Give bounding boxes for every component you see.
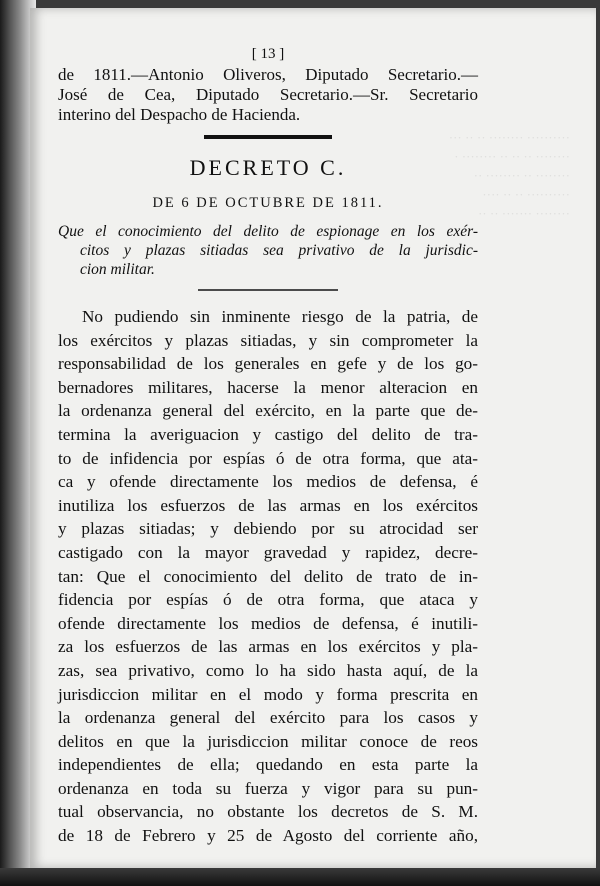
body-line: los exércitos y plazas sitiadas, y sin comprometer la: [58, 330, 478, 350]
body-line: za los esfuerzos de las armas en los exércitos y pla-: [58, 637, 478, 657]
body-line: independientes de ella; quedando en esta parte la: [58, 755, 478, 775]
body-line: fidencia por espías ó de otra forma, que ataca y: [58, 590, 478, 610]
decree-title: DECRETO C.: [189, 155, 347, 180]
show-through-text: ·········· ········ ·· ·· ··· ········ ·· ·· ·· ········ · ········ ·· ········ ·· ·········· ·· ·· ···· ········ ······· ·· ··: [448, 130, 570, 221]
body-line: responsabilidad de los generales en gefe y de los go-: [58, 354, 478, 374]
decree-summary: [58, 222, 478, 279]
body-line: jurisdiccion militar en el modo y forma prescrita en: [58, 684, 478, 704]
summary-divider: [198, 289, 338, 291]
summary-line: Que el conocimiento del delito de espionage en los exér-: [58, 223, 478, 240]
body-line: tan: Que el conocimiento del delito de trato de in-: [58, 566, 478, 586]
body-line: to de infidencia por espías ó de otra forma, que ata-: [58, 448, 478, 468]
summary-line: citos y plazas sitiadas sea privativo de la jurisdic-: [80, 242, 478, 259]
body-line: termina la averiguacion y castigo del delito de tra-: [58, 424, 478, 444]
text-line: de 1811.—Antonio Oliveros, Diputado Secretario.—: [58, 65, 478, 84]
body-line: ca y ofende directamente los medios de defensa, é: [58, 472, 478, 492]
text-line: José de Cea, Diputado Secretario.—Sr. Secretario: [58, 85, 478, 104]
previous-decree-signatures: [58, 65, 478, 125]
body-line: No pudiendo sin inminente riesgo de la patria, de: [82, 307, 478, 326]
body-line: ofende directamente los medios de defensa, é inutili-: [58, 613, 478, 633]
body-line: tual observancia, no obstante los decretos de S. M.: [58, 802, 478, 822]
section-divider: [204, 135, 332, 139]
body-line: delitos en que la jurisdiccion militar conoce de reos: [58, 731, 478, 751]
body-line: ordenanza en toda su fuerza y vigor para su pun-: [58, 778, 478, 798]
body-line: bernadores militares, hacerse la menor alteracion en: [58, 377, 478, 397]
scan-bottom-edge: [0, 868, 600, 886]
body-line: de 18 de Febrero y 25 de Agosto del corriente año,: [58, 826, 478, 846]
summary-line: cion militar.: [80, 261, 155, 278]
body-line: y plazas sitiadas; y debiendo por su atrocidad ser: [58, 519, 478, 539]
body-line: castigado con la mayor gravedad y rapidez, decre-: [58, 542, 478, 562]
body-line: inutiliza los esfuerzos de las armas en los exércitos: [58, 495, 478, 515]
decree-body: [58, 305, 478, 848]
body-line: zas, sea privativo, como lo ha sido hasta aquí, de la: [58, 660, 478, 680]
text-line: interino del Despacho de Hacienda.: [58, 105, 301, 124]
page-number: [ 13 ]: [251, 46, 285, 62]
decree-date: DE 6 DE OCTUBRE DE 1811.: [152, 195, 384, 211]
page-content: [58, 46, 478, 848]
body-line: la ordenanza general del exército, en la parte que de-: [58, 401, 478, 421]
body-line: la ordenanza general del exército para los casos y: [58, 708, 478, 728]
